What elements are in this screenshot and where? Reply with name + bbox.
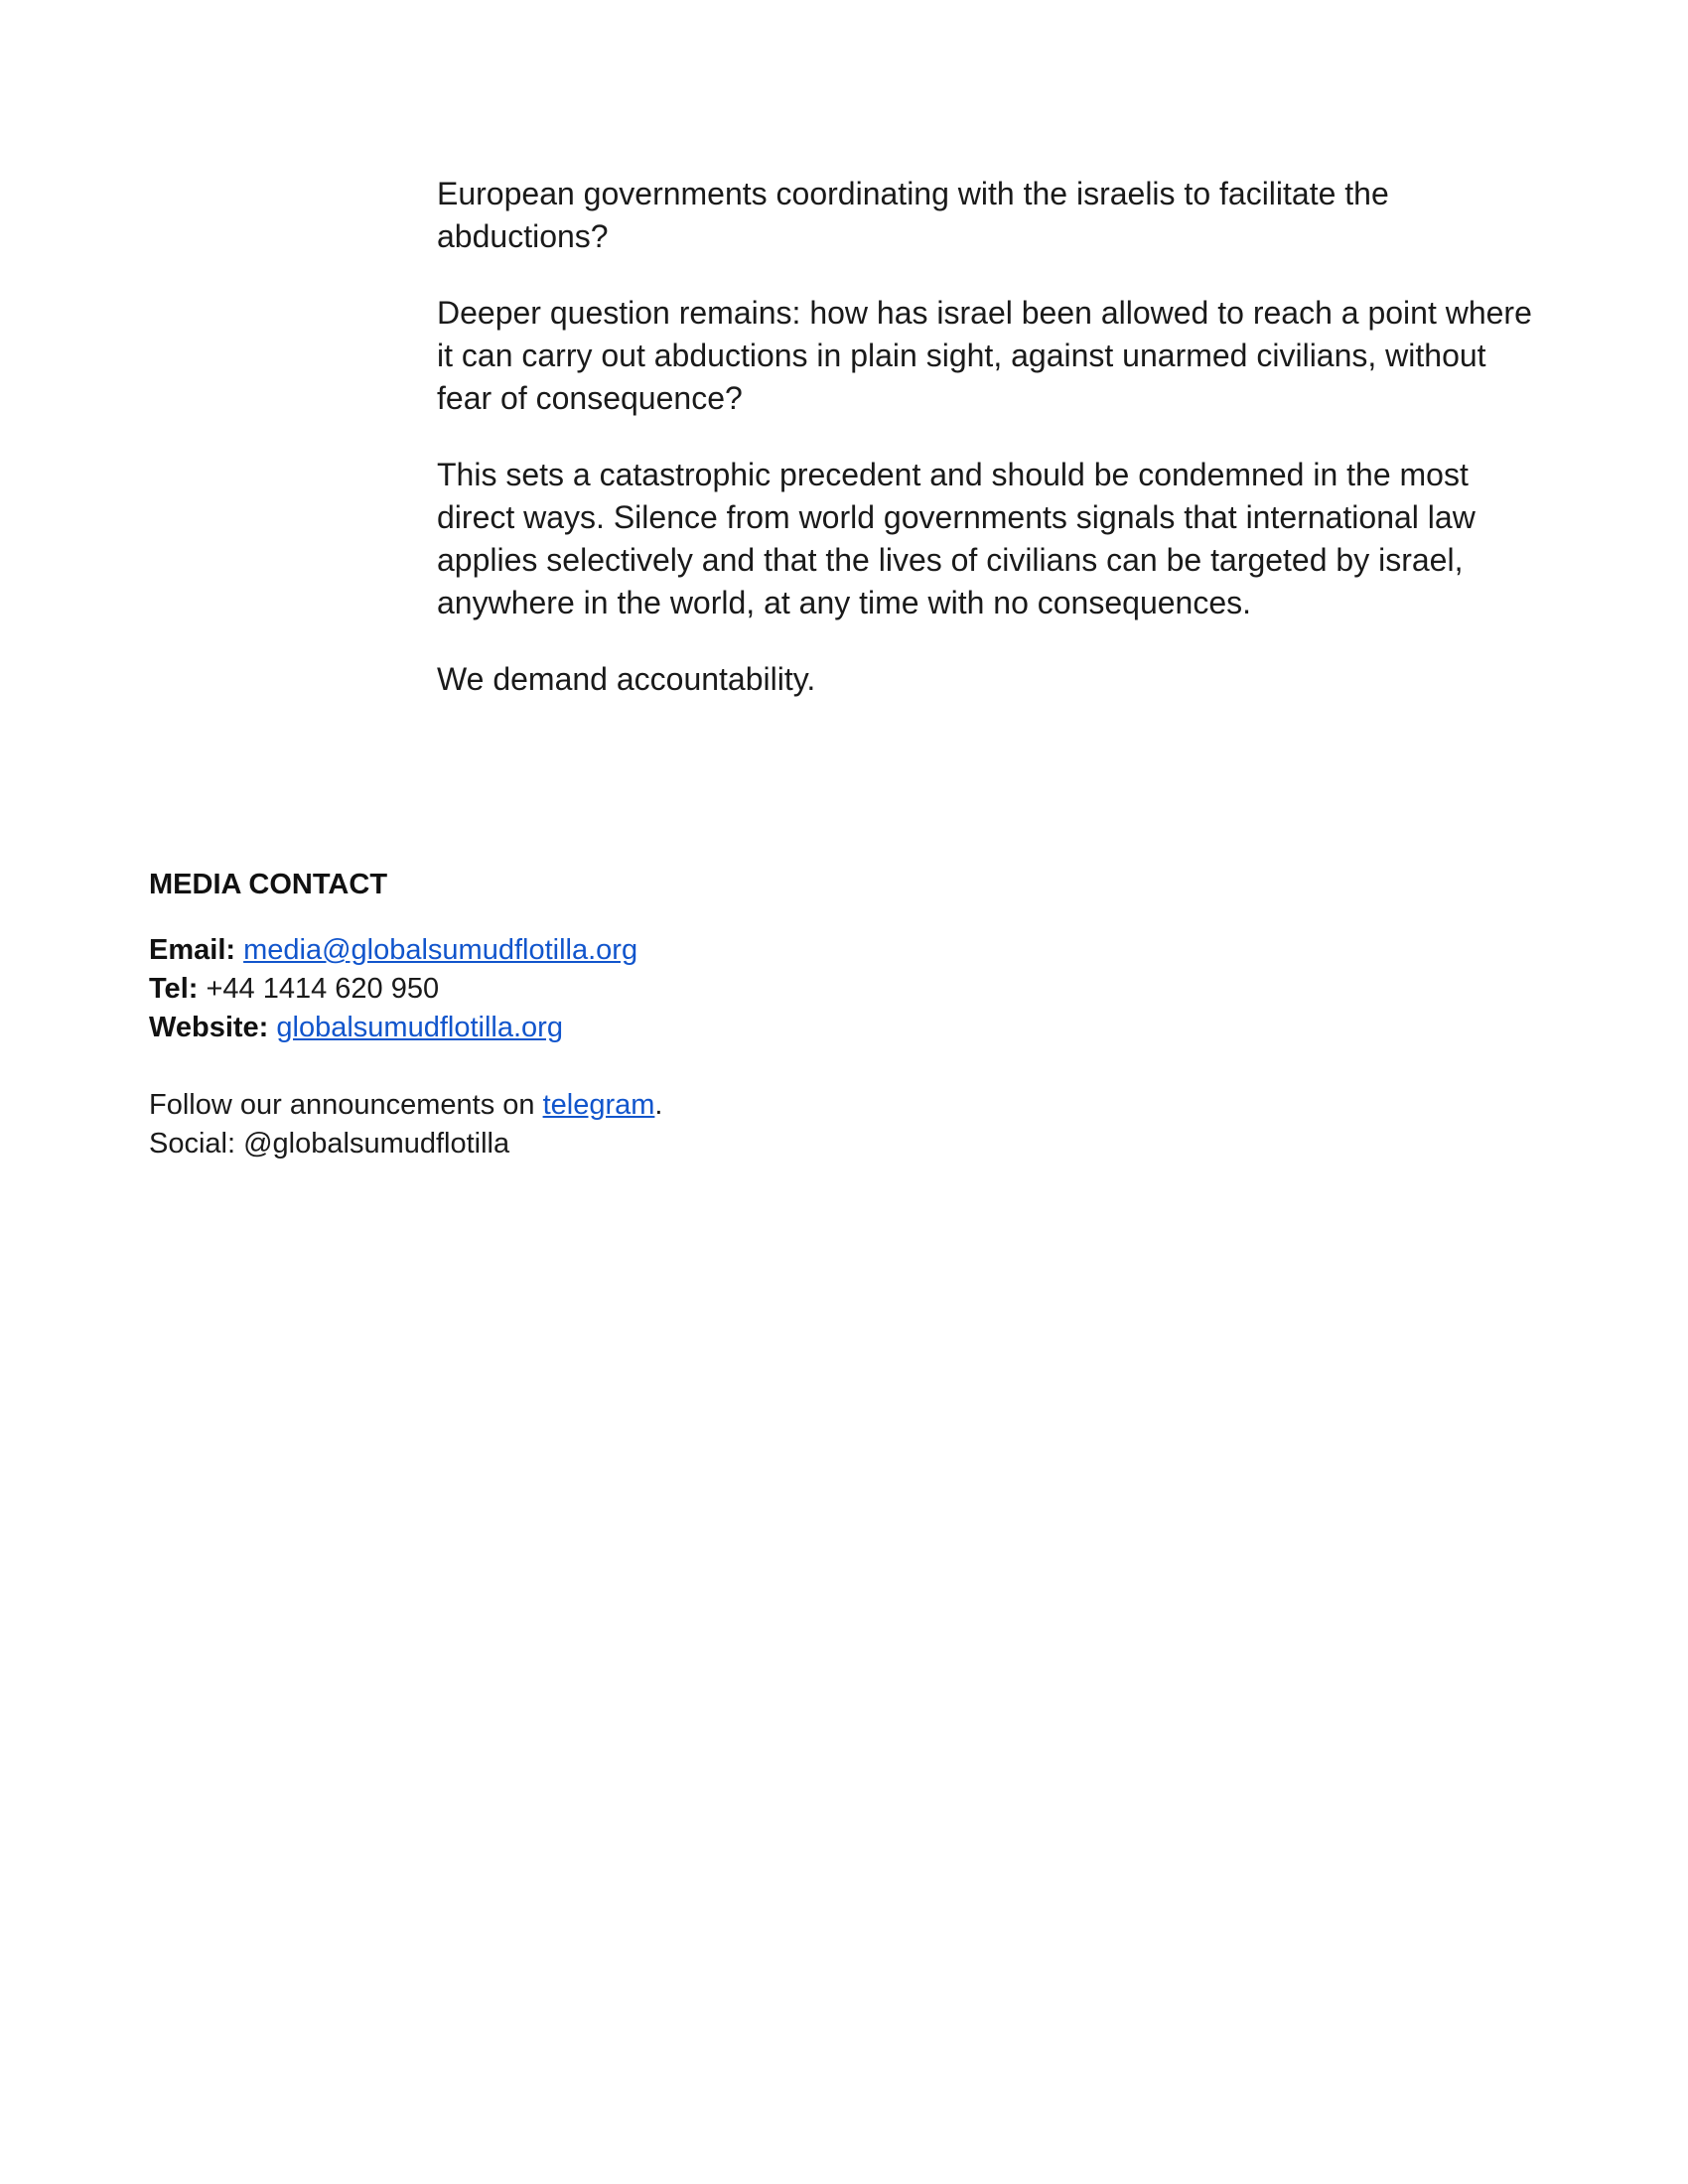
email-line — [149, 931, 1241, 970]
tel-line — [149, 970, 1241, 1009]
website-link[interactable]: globalsumudflotilla.org — [276, 1012, 563, 1043]
tel-label: Tel: — [149, 973, 199, 1005]
follow-prefix: Follow our announcements on — [149, 1089, 543, 1121]
media-contact-heading: MEDIA CONTACT — [149, 869, 388, 900]
email-link[interactable]: media@globalsumudflotilla.org — [243, 934, 638, 966]
website-line — [149, 1009, 1241, 1047]
tel-value: +44 1414 620 950 — [206, 973, 440, 1005]
telegram-link[interactable]: telegram — [542, 1089, 655, 1121]
statement-body — [437, 173, 1539, 735]
follow-suffix: . — [654, 1089, 663, 1121]
website-label: Website: — [149, 1012, 269, 1043]
email-label: Email: — [149, 934, 236, 966]
contact-spacer — [149, 1047, 1241, 1086]
paragraph-3: This sets a catastrophic precedent and should be condemned in the most direct ways. Silence from world governments signals that international law applies selectively and that the lives of civilians can be targeted by israel, anywhere in the world, at any time with no consequences. — [437, 457, 1476, 620]
paragraph-1: European governments coordinating with the israelis to facilitate the abductions? — [437, 176, 1389, 254]
paragraph-2: Deeper question remains: how has israel been allowed to reach a point where it can carry out abductions in plain sight, against unarmed civilians, without fear of consequence? — [437, 295, 1532, 416]
media-contact-section — [149, 866, 1241, 1163]
follow-line — [149, 1086, 1241, 1125]
paragraph-4: We demand accountability. — [437, 661, 816, 697]
social-line: Social: @globalsumudflotilla — [149, 1128, 510, 1160]
